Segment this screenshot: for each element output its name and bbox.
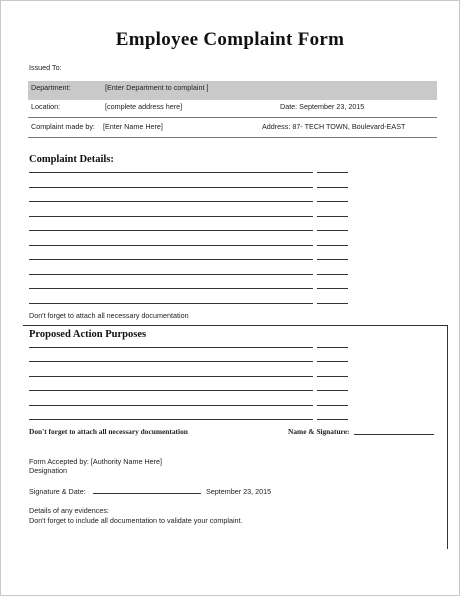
write-line-short[interactable] <box>317 172 348 173</box>
write-line[interactable] <box>29 172 313 173</box>
department-label: Department: <box>31 83 71 92</box>
write-line-short[interactable] <box>317 376 348 377</box>
write-line-short[interactable] <box>317 361 348 362</box>
write-line[interactable] <box>29 419 313 420</box>
evidences-label: Details of any evidences: <box>29 506 109 515</box>
write-line-short[interactable] <box>317 216 348 217</box>
write-line[interactable] <box>29 259 313 260</box>
divider <box>28 117 437 118</box>
write-line-short[interactable] <box>317 288 348 289</box>
proposed-action-box-top <box>23 325 448 326</box>
write-line[interactable] <box>29 347 313 348</box>
write-line-short[interactable] <box>317 347 348 348</box>
write-line-short[interactable] <box>317 405 348 406</box>
write-line[interactable] <box>29 245 313 246</box>
signature-date-value[interactable]: September 23, 2015 <box>206 487 272 496</box>
divider <box>28 137 437 138</box>
write-line[interactable] <box>29 230 313 231</box>
form-accepted-by[interactable]: Form Accepted by: [Authority Name Here] <box>29 457 163 466</box>
complaint-made-by-field[interactable]: [Enter Name Here] <box>103 122 163 131</box>
write-line[interactable] <box>29 201 313 202</box>
write-line-short[interactable] <box>317 274 348 275</box>
signature-date-line[interactable] <box>93 493 201 494</box>
attach-documentation-note: Don't forget to attach all necessary documentation <box>29 311 189 320</box>
address-field[interactable]: Address: 87- TECH TOWN, Boulevard-EAST <box>262 122 406 131</box>
evidences-text: Don't forget to include all documentation to validate your complaint. <box>29 516 243 525</box>
issued-to-label: Issued To: <box>29 63 62 72</box>
write-line-short[interactable] <box>317 303 348 304</box>
write-line[interactable] <box>29 405 313 406</box>
write-line[interactable] <box>29 376 313 377</box>
designation-label: Designation <box>29 466 67 475</box>
attach-documentation-note-bold: Don't forget to attach all necessary documentation <box>29 427 188 436</box>
write-line[interactable] <box>29 303 313 304</box>
department-field[interactable]: [Enter Department to complaint ] <box>105 83 209 92</box>
write-line[interactable] <box>29 216 313 217</box>
write-line-short[interactable] <box>317 187 348 188</box>
write-line[interactable] <box>29 288 313 289</box>
write-line-short[interactable] <box>317 259 348 260</box>
write-line-short[interactable] <box>317 201 348 202</box>
signature-date-label: Signature & Date: <box>29 487 86 496</box>
proposed-action-box-right <box>447 325 448 549</box>
write-line-short[interactable] <box>317 419 348 420</box>
complaint-details-title: Complaint Details: <box>29 154 114 165</box>
write-line-short[interactable] <box>317 245 348 246</box>
write-line[interactable] <box>29 187 313 188</box>
proposed-action-title: Proposed Action Purposes <box>29 329 147 340</box>
name-signature-label: Name & Signature: <box>288 427 350 436</box>
write-line[interactable] <box>29 361 313 362</box>
name-signature-line[interactable] <box>354 434 434 435</box>
date-field[interactable]: Date: September 23, 2015 <box>280 102 365 111</box>
write-line[interactable] <box>29 274 313 275</box>
write-line-short[interactable] <box>317 230 348 231</box>
location-label: Location: <box>31 102 61 111</box>
form-title: Employee Complaint Form <box>115 29 345 50</box>
write-line[interactable] <box>29 390 313 391</box>
write-line-short[interactable] <box>317 390 348 391</box>
department-band <box>28 81 437 100</box>
complaint-made-by-label: Complaint made by: <box>31 122 95 131</box>
location-field[interactable]: [complete address here] <box>105 102 183 111</box>
